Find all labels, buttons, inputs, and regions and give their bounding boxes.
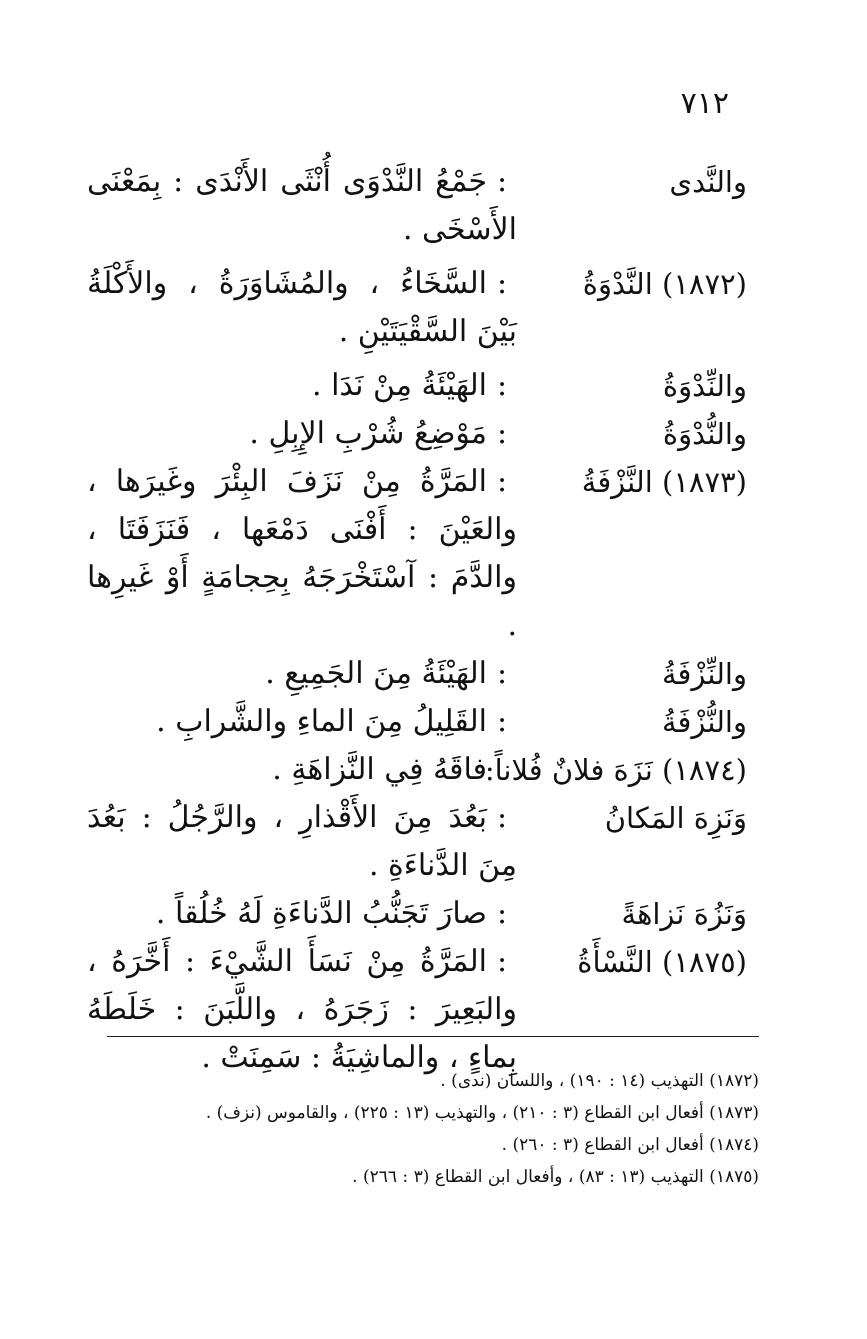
entry-colon: : [496, 896, 508, 931]
entry-text: صارَ تَجَنُّبُ الدَّناءَةِ لَهُ خُلُقاً . [155, 896, 487, 931]
dictionary-entry [87, 362, 747, 410]
entry-colon: : [496, 164, 508, 199]
entry-text: بَعُدَ مِنَ الأَقْذارِ ، والرَّجُلُ : بَعُدَ مِنَ الدَّناءَةِ . [87, 800, 517, 883]
footnote-separator [107, 1036, 759, 1037]
dictionary-entries [87, 158, 747, 1082]
entry-text: مَوْضِعُ شُرْبِ الإِبِلِ . [249, 416, 487, 451]
entry-text: فاقَهُ فِي النَّزاهَةِ . [272, 752, 487, 787]
entry-definition [87, 410, 517, 458]
footnote: (١٨٧٤) أفعال ابن القطاع (٣ : ٢٦٠) . [501, 1135, 759, 1155]
page-number: ٧١٢ [680, 86, 729, 121]
dictionary-entry [87, 794, 747, 890]
dictionary-entry [87, 650, 747, 698]
entry-definition [87, 362, 517, 410]
entry-headword: والنَّدى [669, 165, 747, 199]
entry-text: جَمْعُ النَّدْوَى أُنْثَى الأَنْدَى : بِمَعْنَى الأَسْخَى . [87, 164, 517, 247]
entry-headword: والنِّزْفَةُ [661, 657, 747, 691]
entry-text: القَلِيلُ مِنَ الماءِ والشَّرابِ . [156, 704, 487, 739]
entry-text: الهَيْئَةُ مِنَ الجَمِيعِ . [265, 656, 487, 691]
entry-headword: وَنَزِهَ المَكانُ [604, 801, 747, 835]
entry-definition [87, 260, 517, 356]
entry-colon: : [496, 704, 508, 739]
entry-colon: : [496, 266, 508, 301]
dictionary-entry [87, 746, 747, 794]
entry-headword: والنِّدْوَةُ [662, 369, 747, 403]
entry-text: المَرَّةُ مِنْ نَزَفَ البِئْرَ وغَيرَها ، والعَيْنَ : أَفْنَى دَمْعَها ، فَنَزَفَتَا ، والدَّمَ : آسْتَخْرَجَهُ بِحِجامَةٍ أَوْ غَيرِها . [87, 464, 517, 643]
entry-headword: وَنَزُهَ نَزاهَةً [621, 897, 747, 931]
entry-headword: (١٨٧٢) النَّدْوَةُ [582, 267, 747, 301]
entry-headword: (١٨٧٤) نَزَهَ فلانٌ فُلاناً: [484, 753, 747, 787]
entry-text: المَرَّةُ مِنْ نَسَأَ الشَّيْءَ : أَخَّرَهُ ، والبَعِيرَ : زَجَرَهُ ، واللَّبَنَ : خَلَطَهُ بِماءٍ ، والماشِيَةُ : سَمِنَتْ . [87, 944, 517, 1075]
entry-text: السَّخَاءُ ، والمُشَاوَرَةُ ، والأَكْلَةُ بَيْنَ السَّقْيَتَيْنِ . [87, 266, 517, 349]
entry-colon: : [496, 656, 508, 691]
dictionary-entry [87, 698, 747, 746]
entry-colon: : [496, 368, 508, 403]
footnote: (١٨٧٥) التهذيب (١٣ : ٨٣) ، وأفعال ابن القطاع (٣ : ٢٦٦) . [352, 1167, 759, 1187]
entry-headword: والنُّزْفَةُ [661, 705, 747, 739]
footnote: (١٨٧٢) التهذيب (١٤ : ١٩٠) ، واللسان (ندى) . [440, 1071, 759, 1091]
dictionary-entry [87, 890, 747, 938]
entry-definition [87, 650, 517, 698]
dictionary-entry [87, 938, 747, 1082]
entry-definition [87, 938, 517, 1082]
dictionary-entry [87, 458, 747, 650]
footnote: (١٨٧٣) أفعال ابن القطاع (٣ : ٢١٠) ، والتهذيب (١٣ : ٢٢٥) ، والقاموس (نزف) . [205, 1103, 759, 1123]
dictionary-entry [87, 158, 747, 254]
entry-definition [87, 698, 517, 746]
footnotes [79, 1065, 759, 1193]
entry-headword: (١٨٧٣) النَّزْفَةُ [581, 465, 747, 499]
entry-colon: : [496, 800, 508, 835]
entry-definition [87, 458, 517, 650]
dictionary-entry [87, 260, 747, 356]
entry-colon: : [496, 416, 508, 451]
entry-definition [87, 794, 517, 890]
entry-definition [87, 158, 517, 254]
entry-headword: (١٨٧٥) النَّسْأَةُ [577, 945, 747, 979]
dictionary-entry [87, 410, 747, 458]
entry-definition [87, 890, 517, 938]
entry-headword: والنُّدْوَةُ [662, 417, 747, 451]
entry-text: الهَيْئَةُ مِنْ نَدَا . [312, 368, 487, 403]
entry-definition [87, 746, 517, 794]
entry-colon: : [496, 464, 508, 499]
entry-colon: : [496, 944, 508, 979]
